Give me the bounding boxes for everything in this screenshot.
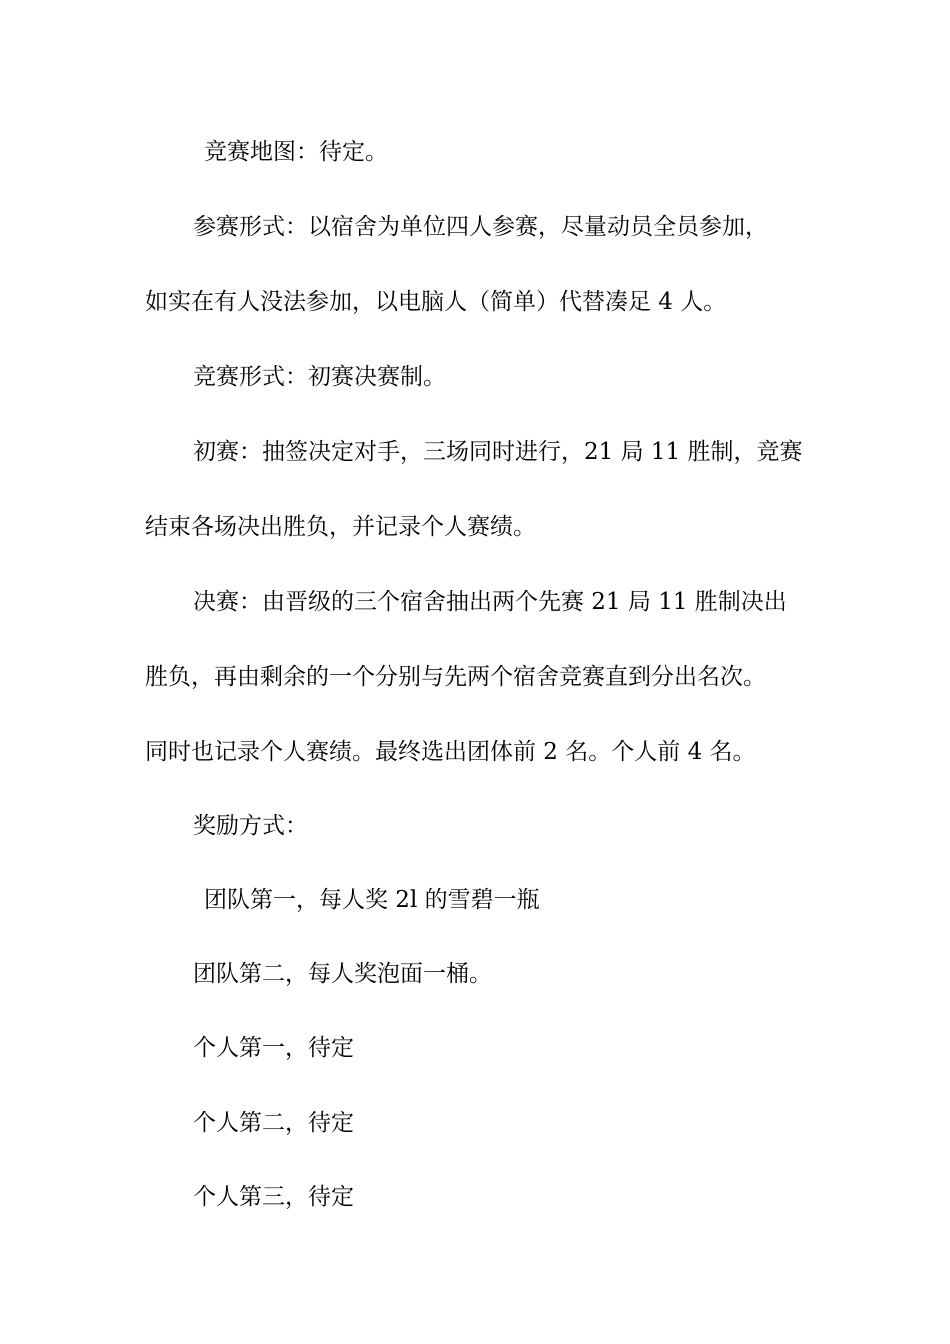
preliminary-line-2: 结束各场决出胜负，并记录个人赛绩。 [145, 514, 536, 540]
reward-individual-third: 个人第三，待定 [193, 1184, 354, 1210]
preliminary-line-1: 初赛：抽签决定对手，三场同时进行，21 局 11 胜制，竞赛 [193, 439, 803, 465]
entry-format-line-1: 参赛形式：以宿舍为单位四人参赛，尽量动员全员参加， [193, 214, 768, 240]
final-line-1: 决赛：由晋级的三个宿舍抽出两个先赛 21 局 11 胜制决出 [193, 589, 787, 615]
final-line-2: 胜负，再由剩余的一个分别与先两个宿舍竞赛直到分出名次。 [145, 664, 766, 690]
final-line-3: 同时也记录个人赛绩。最终选出团体前 2 名。个人前 4 名。 [145, 739, 756, 765]
map-line: 竞赛地图：待定。 [204, 139, 388, 165]
reward-individual-second: 个人第二，待定 [193, 1110, 354, 1136]
entry-format-line-2: 如实在有人没法参加，以电脑人（简单）代替凑足 4 人。 [145, 289, 727, 315]
reward-individual-first: 个人第一，待定 [193, 1035, 354, 1061]
reward-heading: 奖励方式： [193, 813, 308, 839]
reward-team-second: 团队第二，每人奖泡面一桶。 [193, 961, 492, 987]
competition-form-line: 竞赛形式：初赛决赛制。 [193, 364, 446, 390]
reward-team-first: 团队第一，每人奖 2l 的雪碧一瓶 [204, 887, 540, 913]
